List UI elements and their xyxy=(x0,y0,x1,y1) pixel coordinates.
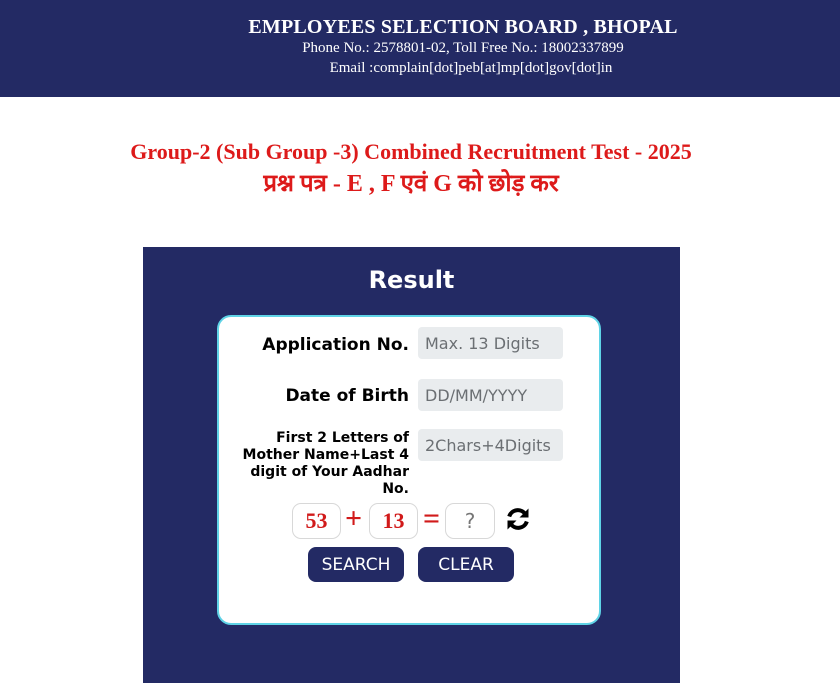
refresh-icon[interactable] xyxy=(504,505,532,533)
dob-input[interactable] xyxy=(418,379,563,411)
captcha-answer-box xyxy=(445,503,495,539)
clear-button[interactable]: CLEAR xyxy=(418,547,514,582)
application-no-label: Application No. xyxy=(262,335,409,355)
dob-label: Date of Birth xyxy=(285,386,409,406)
mother-name-aadhar-input[interactable] xyxy=(418,429,563,461)
phone-line: Phone No.: 2578801-02, Toll Free No.: 18002337899 xyxy=(302,40,624,56)
header-banner xyxy=(0,0,840,97)
captcha-number-1: 53 xyxy=(292,503,341,539)
captcha-answer-input[interactable] xyxy=(445,508,495,534)
org-name: EMPLOYEES SELECTION BOARD , BHOPAL xyxy=(248,16,678,38)
exam-title: Group-2 (Sub Group -3) Combined Recruitment Test - 2025 xyxy=(130,139,692,164)
mother-name-aadhar-label: First 2 Letters of Mother Name+Last 4 digit of Your Aadhar No. xyxy=(242,430,409,497)
search-button[interactable]: SEARCH xyxy=(308,547,404,582)
captcha-equals-sign: = xyxy=(423,502,441,535)
result-heading: Result xyxy=(368,266,455,294)
application-no-input[interactable] xyxy=(418,327,563,359)
email-line: Email :complain[dot]peb[at]mp[dot]gov[dot]in xyxy=(329,60,613,76)
captcha-plus-operator: + xyxy=(345,502,363,535)
exam-subtitle: प्रश्न पत्र - E , F एवं G को छोड़ कर xyxy=(263,171,559,197)
captcha-number-2: 13 xyxy=(369,503,418,539)
